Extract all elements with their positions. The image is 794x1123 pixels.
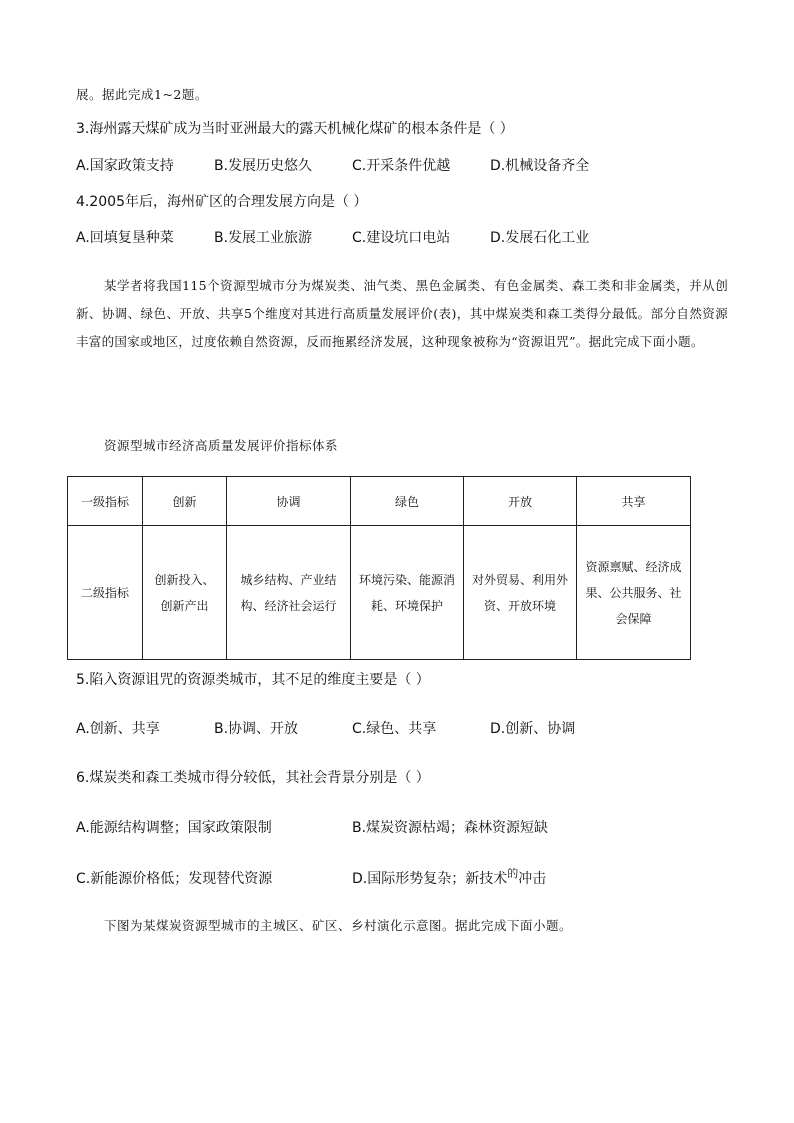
q5-option-b: B.协调、开放: [214, 721, 299, 737]
q3-option-b: B.发展历史悠久: [214, 158, 313, 174]
q4-option-c: C.建设坑口电站: [352, 230, 451, 246]
q5-option-d: D.创新、协调: [490, 721, 576, 737]
q6-option-d-raised-char: 的: [507, 867, 519, 880]
table-header-cell: 绿色: [351, 477, 464, 526]
question-3-stem: 3.海州露天煤矿成为当时亚洲最大的露天机械化煤矿的根本条件是（ ）: [76, 121, 514, 137]
q4-option-a: A.回填复垦种菜: [76, 230, 174, 246]
table-caption: 资源型城市经济高质量发展评价指标体系: [104, 438, 339, 453]
table-header-cell: 协调: [227, 477, 351, 526]
q3-option-c: C.开采条件优越: [352, 158, 451, 174]
table-cell: 资源禀赋、经济成果、公共服务、社会保障: [577, 526, 691, 660]
q6-option-d-text: D.国际形势复杂；新技术: [352, 871, 508, 887]
table-header-cell: 一级指标: [68, 477, 143, 526]
q3-option-d: D.机械设备齐全: [490, 158, 590, 174]
table-cell: 城乡结构、产业结构、经济社会运行: [227, 526, 351, 660]
table-row: [68, 526, 691, 660]
passage-resource-cities: 某学者将我国115个资源型城市分为煤炭类、油气类、黑色金属类、有色金属类、森工类和非金属类，并从创新、协调、绿色、开放、共享5个维度对其进行高质量发展评价(表)，其中煤炭类和森工类得分最低。部分自然资源丰富的国家或地区，过度依赖自然资源，反而拖累经济发展，这种现象被称为“资源诅咒”。据此完成下面小题。: [76, 278, 728, 349]
q5-option-a: A.创新、共享: [76, 721, 160, 737]
table-header-cell: 共享: [577, 477, 691, 526]
question-5-stem: 5.陷入资源诅咒的资源类城市，其不足的维度主要是（ ）: [76, 672, 430, 688]
table-header-cell: 创新: [143, 477, 227, 526]
table-cell: 对外贸易、利用外资、开放环境: [464, 526, 577, 660]
q4-option-b: B.发展工业旅游: [214, 230, 313, 246]
passage-coal-city-figure: 下图为某煤炭资源型城市的主城区、矿区、乡村演化示意图。据此完成下面小题。: [104, 918, 573, 933]
question-6-stem: 6.煤炭类和森工类城市得分较低，其社会背景分别是（ ）: [76, 770, 430, 786]
evaluation-table: [67, 476, 691, 660]
table-header-row: [68, 477, 691, 526]
q6-option-c: C.新能源价格低；发现替代资源: [76, 871, 273, 887]
q6-option-a: A.能源结构调整；国家政策限制: [76, 820, 272, 836]
q4-option-d: D.发展石化工业: [490, 230, 590, 246]
q6-option-d-tail: 冲击: [518, 871, 547, 887]
table-cell: 环境污染、能源消耗、环境保护: [351, 526, 464, 660]
q6-option-d: [352, 869, 546, 890]
q5-option-c: C.绿色、共享: [352, 721, 437, 737]
q3-option-a: A.国家政策支持: [76, 158, 174, 174]
table-cell: 创新投入、创新产出: [143, 526, 227, 660]
intro-tail: 展。据此完成1~2题。: [76, 87, 208, 102]
q6-option-b: B.煤炭资源枯竭；森林资源短缺: [352, 820, 549, 836]
table-cell: 二级指标: [68, 526, 143, 660]
table-header-cell: 开放: [464, 477, 577, 526]
question-4-stem: 4.2005年后，海州矿区的合理发展方向是（ ）: [76, 194, 368, 210]
